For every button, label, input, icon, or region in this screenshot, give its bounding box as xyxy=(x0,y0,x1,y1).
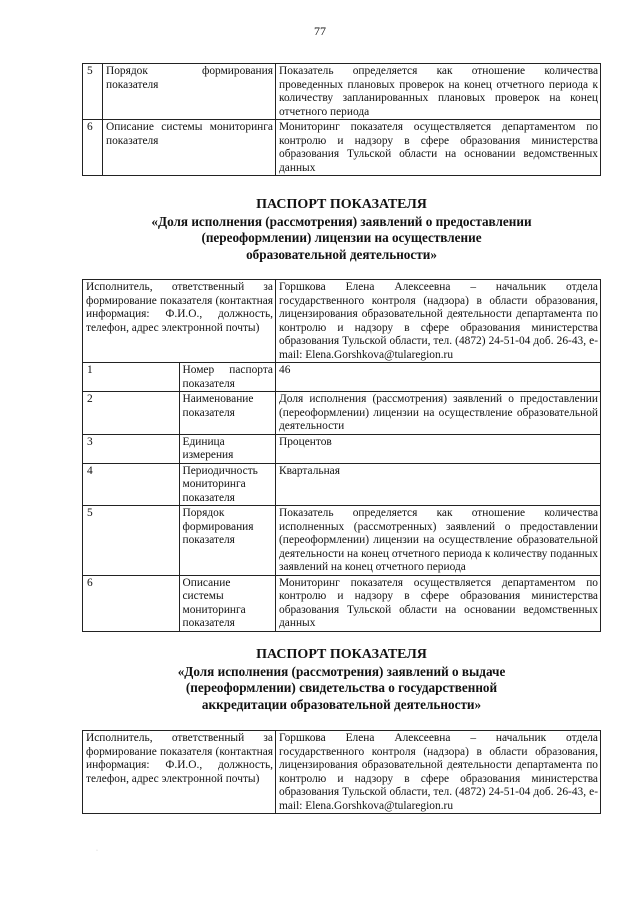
passport2-subtitle-line3: аккредитации образовательной деятельности» xyxy=(201,696,482,712)
passport1-title: ПАСПОРТ ПОКАЗАТЕЛЯ xyxy=(256,197,427,212)
row-label: Порядок формирования показателя xyxy=(179,506,276,576)
table-row xyxy=(83,64,601,120)
row-number: 5 xyxy=(83,506,180,576)
row-label: Описание системы мониторинга показателя xyxy=(179,575,276,631)
row-number: 1 xyxy=(83,363,180,392)
passport1-heading xyxy=(82,197,601,263)
scan-artifact: · xyxy=(96,848,98,854)
passport1-subtitle-line3: образовательной деятельности» xyxy=(246,246,437,262)
row-label: Номер паспорта показателя xyxy=(179,363,276,392)
row-label: Наименование показателя xyxy=(179,392,276,435)
executor-label: Исполнитель, ответственный за формирование показателя (контактная информация: Ф.И.О., должность, телефон, адрес электронной почты) xyxy=(83,731,276,814)
passport2-title: ПАСПОРТ ПОКАЗАТЕЛЯ xyxy=(256,647,427,662)
table-row xyxy=(83,434,601,463)
row-value: 46 xyxy=(276,363,601,392)
table-row xyxy=(83,575,601,631)
passport1-table xyxy=(82,279,601,632)
table-row xyxy=(83,363,601,392)
executor-value: Горшкова Елена Алексеевна – начальник отдела государственного контроля (надзора) в области образования, лицензирования образовательной деятельности департамента по контролю и надзору в сфере образования министерства образования Тульской области, тел. (4872) 24-51-04 доб. 26-43, e-mail: Elena.Gorshkova@tularegion.ru xyxy=(276,280,601,363)
row-number: 3 xyxy=(83,434,180,463)
row-value: Мониторинг показателя осуществляется департаментом по контролю и надзору в сфере образования министерства образования Тульской области на основании ведомственных данных xyxy=(276,120,601,176)
passport2-heading xyxy=(82,647,601,713)
page-number: 77 xyxy=(314,24,326,38)
row-label: Порядок формирования показателя xyxy=(103,64,276,120)
table-row xyxy=(83,280,601,363)
passport1-subtitle-line2: (переоформлении) лицензии на осуществление xyxy=(201,230,482,245)
executor-label: Исполнитель, ответственный за формирование показателя (контактная информация: Ф.И.О., должность, телефон, адрес электронной почты) xyxy=(83,280,276,363)
table-row xyxy=(83,506,601,576)
passport2-subtitle-line2: (переоформлении) свидетельства о государственной xyxy=(185,680,498,695)
row-value: Квартальная xyxy=(276,463,601,506)
row-number: 2 xyxy=(83,392,180,435)
continuation-table xyxy=(82,63,601,176)
row-value: Процентов xyxy=(276,434,601,463)
passport2-subtitle-line1: «Доля исполнения (рассмотрения) заявлений о выдаче xyxy=(177,663,506,679)
executor-value: Горшкова Елена Алексеевна – начальник отдела государственного контроля (надзора) в области образования, лицензирования образовательной деятельности департамента по контролю и надзору в сфере образования министерства образования Тульской области, тел. (4872) 24-51-04 доб. 26-43, e-mail: Elena.Gorshkova@tularegion.ru xyxy=(276,731,601,814)
row-label: Единица измерения xyxy=(179,434,276,463)
table-row xyxy=(83,463,601,506)
row-value: Доля исполнения (рассмотрения) заявлений о предоставлении (переоформлении) лицензии на осуществление образовательной деятельности xyxy=(276,392,601,435)
row-number: 4 xyxy=(83,463,180,506)
row-value: Показатель определяется как отношение количества исполненных (рассмотренных) заявлений о предоставлении (переоформлении) лицензии на осуществление образовательной деятельности на конец отчетного периода к количеству поданных заявлений на конец отчетного периода xyxy=(276,506,601,576)
table-row xyxy=(83,731,601,814)
passport1-subtitle-line1: «Доля исполнения (рассмотрения) заявлений о предоставлении xyxy=(151,213,532,229)
row-label: Описание системы мониторинга показателя xyxy=(103,120,276,176)
row-number: 6 xyxy=(83,120,103,176)
row-number: 6 xyxy=(83,575,180,631)
row-number: 5 xyxy=(83,64,103,120)
row-label: Периодичность мониторинга показателя xyxy=(179,463,276,506)
table-row xyxy=(83,120,601,176)
row-value: Показатель определяется как отношение количества проведенных плановых проверок на конец отчетного периода к количеству запланированных плановых проверок на конец отчетного периода xyxy=(276,64,601,120)
row-value: Мониторинг показателя осуществляется департаментом по контролю и надзору в сфере образования министерства образования Тульской области на основании ведомственных данных xyxy=(276,575,601,631)
passport2-table xyxy=(82,730,601,814)
table-row xyxy=(83,392,601,435)
